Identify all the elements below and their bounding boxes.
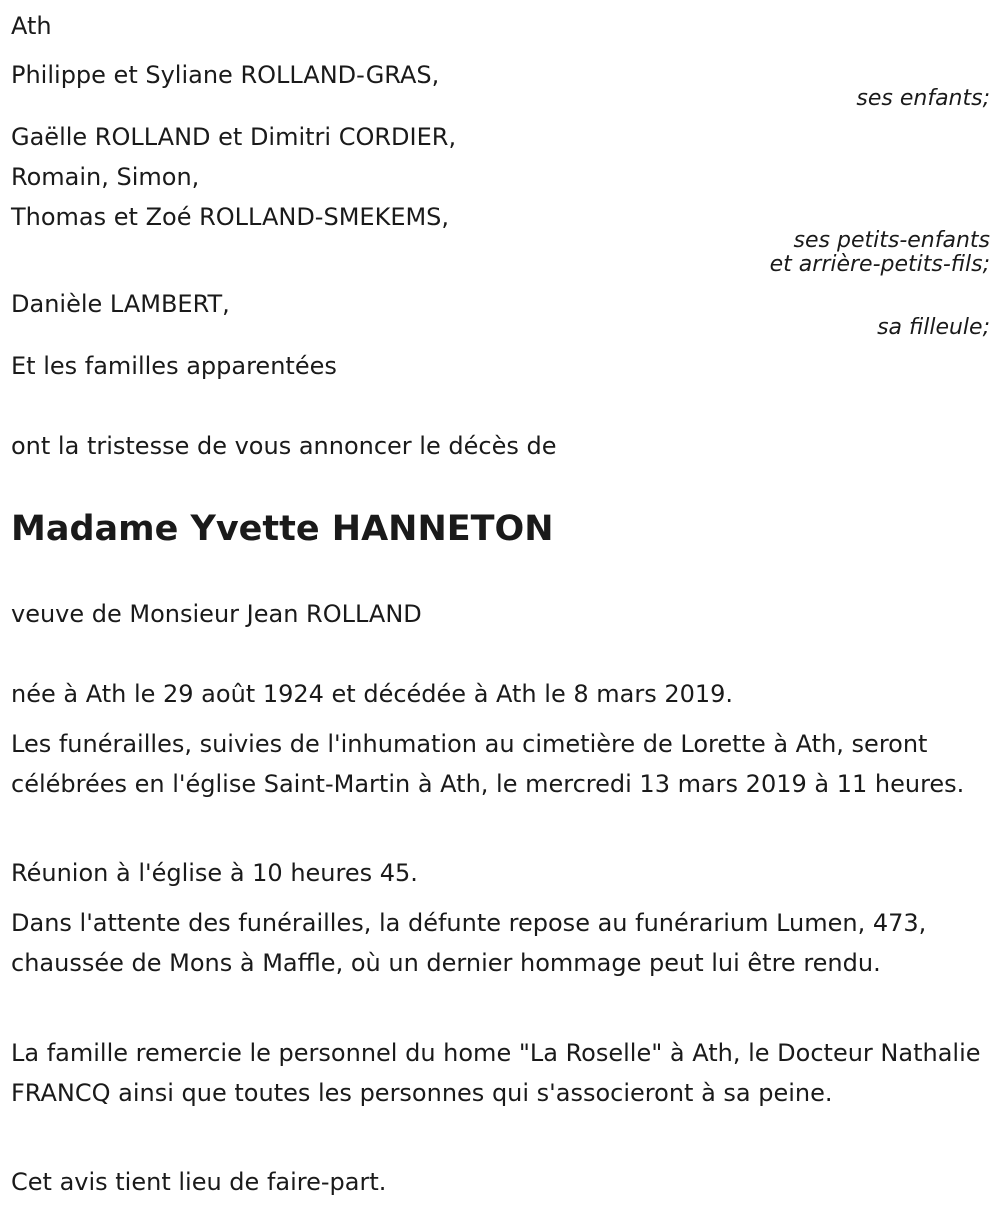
grandchildren-role-line-2: et arrière-petits-fils; — [769, 252, 990, 277]
grandchildren-line-1: Gaëlle ROLLAND et Dimitri CORDIER, — [11, 123, 457, 151]
thanks-text: La famille remercie le personnel du home "La Roselle" à Ath, le Docteur Nathalie FRANCQ ainsi que toutes les personnes qui s'associeront à sa peine. — [11, 1039, 981, 1107]
place-name: Ath — [11, 12, 52, 40]
grandchildren-line-3: Thomas et Zoé ROLLAND-SMEKEMS, — [11, 203, 450, 231]
grandchildren-line-2: Romain, Simon, — [11, 163, 200, 191]
meeting-time: Réunion à l'église à 10 heures 45. — [11, 859, 418, 887]
deceased-name: Madame Yvette HANNETON — [11, 509, 554, 549]
widow-of: veuve de Monsieur Jean ROLLAND — [11, 600, 422, 628]
viewing-details: Dans l'attente des funérailles, la défunte repose au funérarium Lumen, 473, chaussée de Mons à Maffle, où un dernier hommage peut lui être rendu. — [11, 909, 927, 977]
birth-death-dates: née à Ath le 29 août 1924 et décédée à Ath le 8 mars 2019. — [11, 680, 734, 708]
goddaughter-name: Danièle LAMBERT, — [11, 290, 230, 318]
announcement-text: ont la tristesse de vous annoncer le décès de — [11, 432, 557, 460]
children-role: ses enfants; — [856, 86, 990, 111]
children-names: Philippe et Syliane ROLLAND-GRAS, — [11, 61, 440, 89]
grandchildren-role-line-1: ses petits-enfants — [793, 228, 990, 253]
goddaughter-role: sa filleule; — [877, 315, 990, 340]
funeral-details: Les funérailles, suivies de l'inhumation au cimetière de Lorette à Ath, seront célébrées en l'église Saint-Martin à Ath, le mercredi 13 mars 2019 à 11 heures. — [11, 730, 965, 798]
notice-text: Cet avis tient lieu de faire-part. — [11, 1168, 387, 1196]
related-families: Et les familles apparentées — [11, 352, 337, 380]
